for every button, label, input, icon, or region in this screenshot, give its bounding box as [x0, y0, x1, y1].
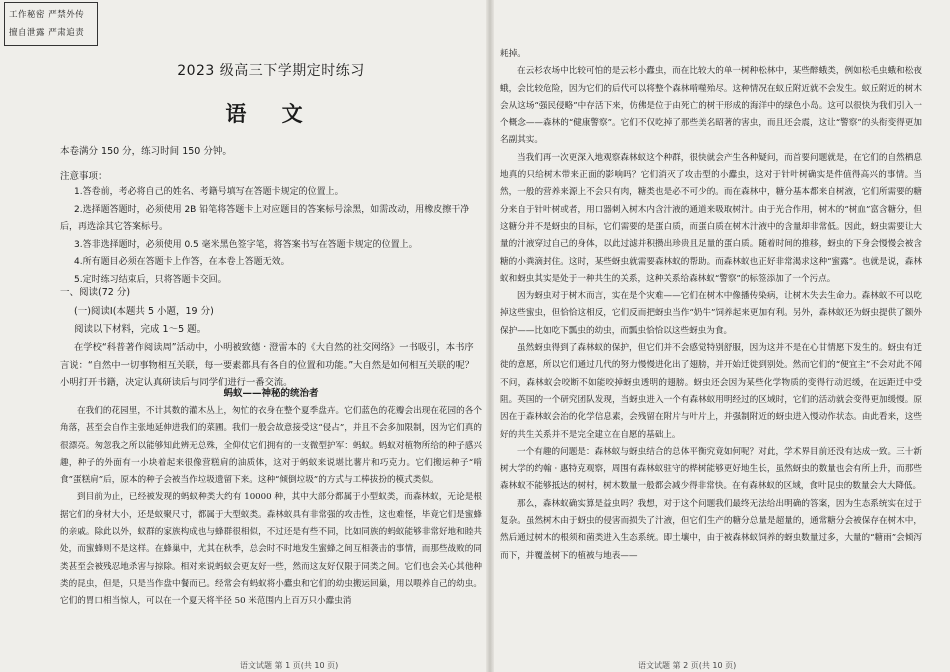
article-paragraph: 当我们再一次更深入地观察森林蚁这个种群，很快就会产生各种疑问，而首要问题就是，在它们的自然栖息地真的只给树木带来正面的影响吗？它们消灭了攻击型的小蠹虫，这对于针叶树确实是件值得高兴的事情。当然，一般的营养来源上不会只有肉，糖类也是必不可少的。而在森林中，糖分基本都来自树液，它们所需要的糖分来自于针叶树或者，用口器刺入树木内含汁液的通道来吸取树汁。由于光合作用，树木的“树血”富含糖分，但这糖分并不是蚜虫的目标，它们需要的是蛋白质，而蛋白质在树木汁液中的含量却非常低。因此，蚜虫需要让大量的汁液穿过自己的身体，以此过滤并积攒出珍贵且足量的蛋白质。随着时间的推移，蚜虫的下身会慢慢会被含糖的小粪滴封住。这时，某些蚜虫就需要森林蚁的帮助。而森林蚁也正好非常渴求这种“蜜露”。也就是说，森林蚁和蚜虫其实是处于一种共生的关系，这种关系给森林蚁“警察”的标签添加了一个污点。: [500, 152, 922, 284]
page-right: [500, 0, 922, 672]
confidential-stamp: [4, 2, 98, 46]
subject-title: 语 文: [225, 102, 317, 126]
note-item: 2.选择题答题时，必须使用 2B 铅笔将答题卡上对应题目的答案标号涂黑，如需改动，用橡皮擦干净后，再选涂其它答案标号。: [60, 204, 470, 232]
page-fold: [486, 0, 494, 672]
article-paragraph: 虽然蚜虫得到了森林蚁的保护，但它们并不会感觉特别舒服，因为这并不是在心甘情愿下发生的。蚜虫有迁徙的意愿，所以它们通过几代的努力慢慢进化出了翅膀，并开始迁徙到别处。然而它们的“便宜主”不会对此不闻不问，森林蚁会咬断不如能咬掉蚜虫透明的翅膀。蚜虫还会因为某些化学物质的变得行动迟缓，在远距迁中受阻。英国的一个研究团队发现，当蚜虫进入一个有森林蚁用明经过的区域时，它们的活动就会变得更加缓慢。原因在于森林蚁会治的化学信息素，会残留在附片与叶片上，并强制附近的蚜虫进入慢动作状态。由此看来，这些好的共生关系并不是完全建立在自愿的基础上。: [500, 343, 922, 440]
note-item: 1.答卷前，考必将自己的姓名、考籍号填写在答题卡规定的位置上。: [74, 187, 344, 197]
exam-title: 2023 级高三下学期定时练习: [177, 63, 365, 79]
exam-info: 本卷满分 150 分，练习时间 150 分钟。: [60, 146, 232, 157]
reading-instruction: 阅读以下材料，完成 1～5 题。: [74, 324, 207, 335]
note-item: 3.答非选择题时，必须使用 0.5 毫米黑色签字笔，将答案书写在答题卡规定的位置上。: [74, 239, 418, 250]
subsection-heading: (一)阅读Ⅰ(本题共 5 小题，19 分): [74, 306, 214, 317]
page-footer-right: 语文试题 第 2 页(共 10 页): [638, 661, 737, 670]
article-paragraph: 一个有趣的问题是：森林蚁与蚜虫结合的总体平衡究竟如何呢？对此，学术界目前还没有达成一致。三十新树大学的约翰 · 惠特克观察，周围有森林蚁驻守的桦树能够更好地生长，虽然蚜虫的数量也会有所上升，而那些森林蚁不能够抵达的树村，树木数量一般都会减少得非常快。在有森林蚁的区域，食叶昆虫的数量会大大降低。: [500, 446, 922, 492]
note-item: 5.定时练习结束后，只将答题卡交回。: [74, 274, 227, 285]
stamp-line: 工作秘密 严禁外传: [9, 10, 85, 20]
notes-heading: 注意事项：: [60, 171, 108, 182]
intro-paragraph: 在学校“科普著作阅读周”活动中，小明被致德 · 澄雷本的《大自然的社交网络》一书吸引，本书序言说：“自然中一切事物相互关联，每一要素都具有各自的位置和功能。”大自然是如何相互关联的呢？小明打开书籍，决定认真研读后与同学们进行一番交流。: [60, 342, 475, 389]
page-footer-left: 语文试题 第 1 页(共 10 页): [240, 661, 339, 670]
notes-list: [60, 184, 482, 289]
article-paragraph: 在云杉农场中比较可怕的是云杉小蠹虫，而在比较大的单一树种松林中，某些醉蛾类，例如松毛虫蛾和松夜蛾，会比较危险，因为它们的后代可以将整个森林啃噬殆尽。这种情况在蚁丘附近就不会发生。蚁丘附近的树木会从这场“强民侵略”中存活下来，仿佛是位于由死亡的树干形成的海洋中的绿色小岛。这可以很快为我们引入一个概念——森林的“健康警察”。它们不仅吃掉了那些美名昭著的害虫，而且还会震，这让“警察”的头衔变得更加名副其实。: [500, 66, 922, 146]
article-paragraph: 耗掉。: [500, 49, 526, 59]
article-paragraph: 到目前为止，已经被发现的蚂蚁种类大约有 10000 种，其中大部分都属于小型蚁类，而森林蚁，无论是根据它们的身材大小，还是蚁聚尺寸，都属于大型蚁类。森林蚁具有非常强的攻击性，这也难怪，毕竟它们是蜜蜂的亲戚。除此以外，蚁群的家族构成也与蜂群很相似，不过还是有些不同，比如同族的蚂蚁能够非常好地和睦共处，而蜜蜂则不是这样。在蜂巢中，尤其在秋季，总会时不时地发生蜜蜂之间互相袭击的事情，而那些战败的同类甚至会被残忍地杀害与掠除。相对来说蚂蚁会更友好一些，然而这友好仅限于同类之间。它们也会关心其他种类的昆虫，但是，只是当作盘中餐而已。经常会有蚂蚁将小蠹虫和它们的幼虫搬运回巢，用以喂养自己的幼虫。它们的胃口相当惊人，可以在一个夏天将半径 50 米范围内上百万只小蠹虫消: [60, 492, 482, 607]
article-paragraph: 那么，森林蚁确实算是益虫吗？我想，对于这个问题我们最终无法给出明确的答案，因为生态系统实在过于复杂。虽然树木由于蚜虫的侵害而损失了汁液，但它们生产的糖分总量是超量的，通常糖分会被保存在树木中，然后通过树木的根须和菌类进入生态系统。即土壤中，由于被森林蚁饲养的蚜虫数量过多，大量的“糖雨”会倾泻而下，并覆盖树下的植被与地表——: [500, 498, 922, 561]
section-heading: 一、阅读(72 分): [60, 287, 131, 298]
article-title: 蚂蚁——神秘的统治者: [223, 388, 319, 399]
stamp-line: 擅自泄露 严肃追责: [9, 28, 85, 38]
article-body-right: [500, 46, 922, 565]
article-body-left: [60, 403, 482, 611]
article-paragraph: 因为蚜虫对于树木而言，实在是个灾难——它们在树木中像播传染病，让树木失去生命力。森林蚁不可以吃掉这些蜜虫，但恰恰这相反，它们反而把蚜虫当作“奶牛”饲养起来更加有利。另外，森林蚁还为蚜虫提供了额外保护——比如吃下瓢虫的幼虫，而瓢虫恰恰以这些蚜虫为食。: [500, 291, 922, 336]
article-paragraph: 在我们的花园里，不计其数的灌木丛上，匆忙的衣身在整个夏季盘卉。它们蓝色的花瓣会出现在花园的各个角落，甚至会自作主张地延伸进我们的菜圃。我们一般会故意接受这“侵占”，并且不会多加限制，因为它们真的很漂亮。匆忽我之所以能够知此辨无总殊，全仰仗它们拥有的一支微型护军：蚂蚁。蚂蚁对植物所给的种子感兴趣，种子的外面有一小块着起来很像营糕肩的油质体，这对于蚂蚁来说堪比薯片和巧克力。它们搬运种子“啃食”蛋糕肩”后，原本的种子会被当作垃圾遗留下来。这种“倾倒垃圾”的方式与工棒拔扮的模式类似。: [60, 406, 482, 486]
page-left: [60, 0, 482, 672]
note-item: 4.所有题目必须在答题卡上作答，在本卷上答题无效。: [74, 257, 290, 267]
